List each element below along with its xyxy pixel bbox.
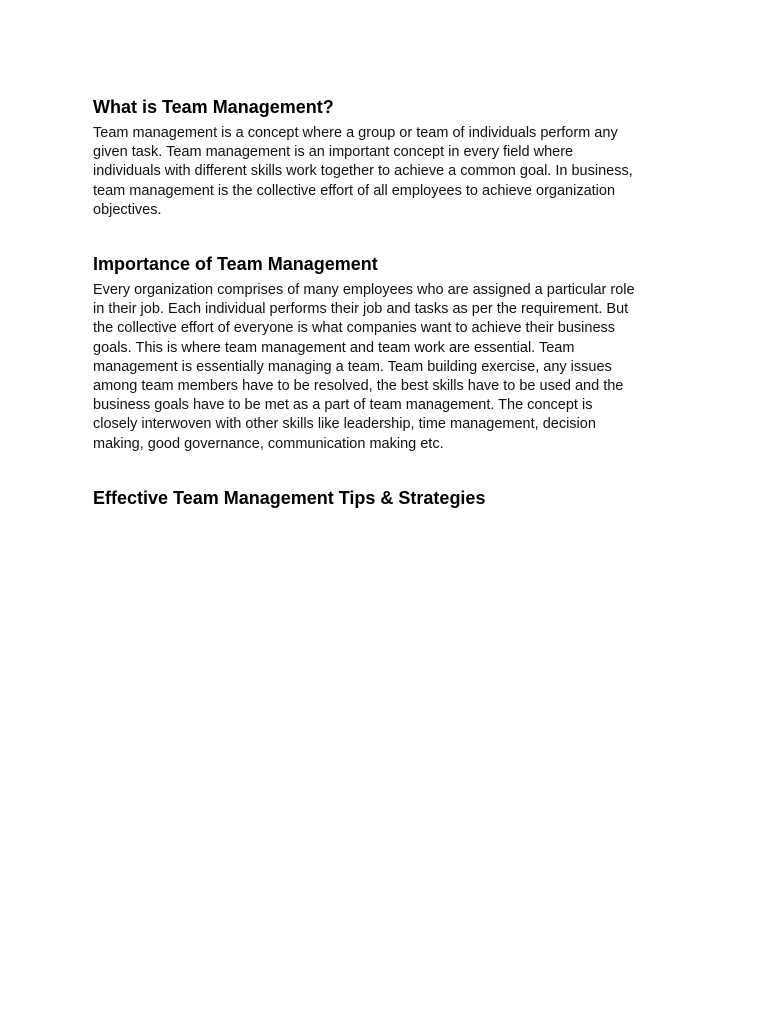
- section-heading: Effective Team Management Tips & Strategies: [93, 487, 486, 508]
- section-paragraph: [93, 124, 683, 220]
- paragraph-line: objectives.: [93, 201, 162, 218]
- section-what-is-team-management: [93, 96, 683, 220]
- paragraph-line: in their job. Each individual performs their job and tasks as per the requirement. But: [93, 301, 629, 318]
- section-heading: What is Team Management?: [93, 97, 334, 117]
- paragraph-line: Every organization comprises of many employees who are assigned a particular role: [93, 282, 635, 299]
- paragraph-line: making, good governance, communication making etc.: [93, 435, 444, 452]
- paragraph-line: closely interwoven with other skills like leadership, time management, decision: [93, 416, 596, 433]
- paragraph-line: given task. Team management is an important concept in every field where: [93, 144, 574, 161]
- section-effective-team-management-tips: [93, 487, 683, 509]
- paragraph-line: business goals have to be met as a part of team management. The concept is: [93, 397, 593, 414]
- paragraph-line: team management is the collective effort of all employees to achieve organization: [93, 182, 616, 199]
- section-heading: Importance of Team Management: [93, 254, 378, 275]
- paragraph-line: Team management is a concept where a group or team of individuals perform any: [93, 125, 618, 141]
- paragraph-line: individuals with different skills work together to achieve a common goal. In business,: [93, 163, 633, 180]
- section-paragraph: [93, 281, 683, 454]
- section-importance-of-team-management: [93, 253, 683, 454]
- paragraph-line: goals. This is where team management and team work are essential. Team: [93, 339, 575, 356]
- paragraph-line: among team members have to be resolved, the best skills have to be used and the: [93, 378, 624, 395]
- paragraph-line: the collective effort of everyone is what companies want to achieve their business: [93, 320, 616, 337]
- paragraph-line: management is essentially managing a team. Team building exercise, any issues: [93, 358, 612, 375]
- document-content: [93, 96, 683, 509]
